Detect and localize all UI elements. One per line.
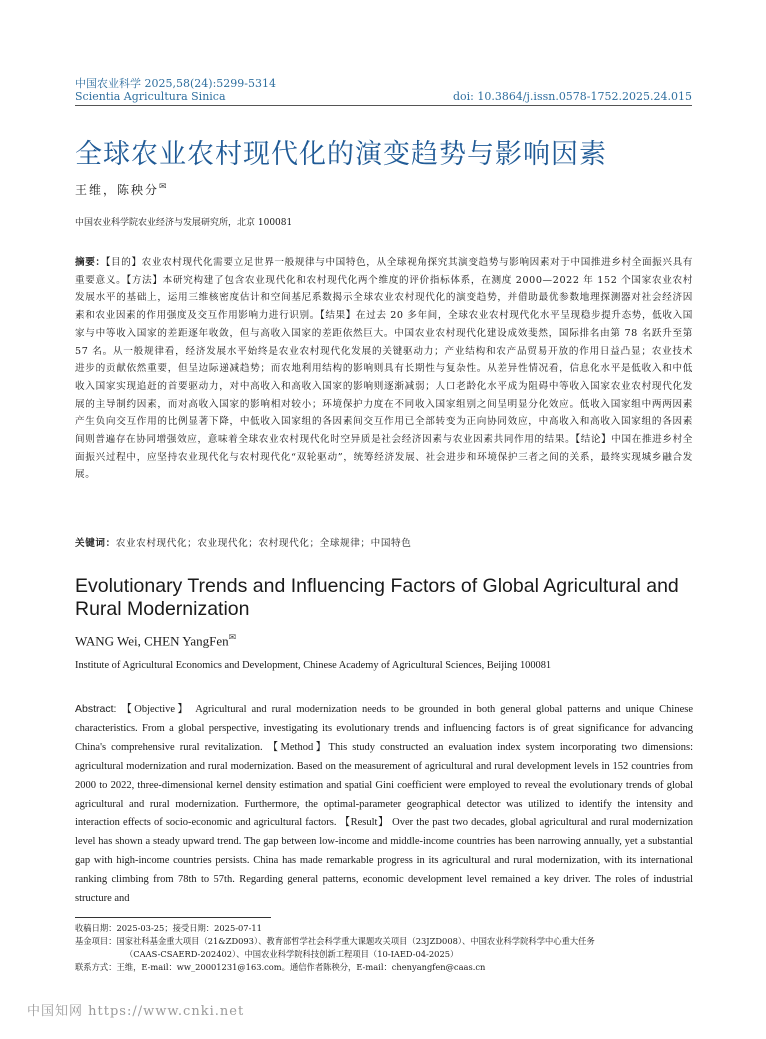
received-dates: 收稿日期：2025-03-25；接受日期：2025-07-11 <box>75 923 262 933</box>
abstract-en <box>75 700 693 909</box>
abstract-en-label: Abstract: <box>75 703 117 715</box>
envelope-icon: ✉ <box>159 182 169 192</box>
fund-info: 基金项目：国家社科基金重大项目（21&ZD093）、教育部哲学社会科学重大课题攻关项目（23JZD008）、中国农业科学院科学中心重大任务 <box>75 936 595 946</box>
journal-name-en: Scientia Agricultura Sinica <box>75 90 226 103</box>
title-en: Evolutionary Trends and Influencing Factors of Global Agricultural and Rural Modernization <box>75 575 679 620</box>
cnki-watermark[interactable]: 中国知网 https://www.cnki.net <box>27 1004 245 1019</box>
affiliation-en: Institute of Agricultural Economics and Development, Chinese Academy of Agricultural Sciences, Beijing 100081 <box>75 660 552 671</box>
abstract-en-text: 【Objective】 Agricultural and rural modernization needs to be grounded in both general global patterns and unique Chinese characteristics. From a global perspective, investigating its evolutionary trends and influencing factors is of great significance for advancing China's comprehensive rural revitalization. 【Method】This study constructed an evaluation index system incorporating two dimensions: agricultural modernization and rural modernization. Based on the measurement of agricultural and rural development levels in 152 countries from 2000 to 2022, three-dimensional kernel density estimation and spatial Gini coefficient were employed to reveal the evolutionary trends of global agricultural and rural modernization. Furthermore, the optimal-parameter geographical detector was utilized to identify the intensity and interaction effects of socio-economic and agricultural factors. 【Result】 Over the past two decades, global agricultural and rural modernization level has shown a steady upward trend. The gap between low-income and middle-income countries has been narrowing annually, yet a substantial gap with high-income countries persists. China has made remarkable progress in its agricultural and rural modernization, with its international ranking climbing from 78th to 57th. Regarding general patterns, economic development level remained a key driver. The roles of industrial structure and <box>75 704 693 905</box>
title-cn: 全球农业农村现代化的演变趋势与影响因素 <box>75 139 607 170</box>
authors-cn <box>75 181 169 198</box>
abstract-cn-text: 【目的】农业农村现代化需要立足世界一般规律与中国特色，从全球视角探究其演变趋势与影响因素对于中国推进乡村全面振兴具有重要意义。【方法】本研究构建了包含农业现代化和农村现代化两个维度的评价指标体系，在测度 2000—2022 年 152 个国家农业农村发展水平的基础上，运用三维核密度估计和空间基尼系数揭示全球农业农村现代化的演变趋势，并借助最优参数地理探测器对社会经济因素和农业因素的作用强度及交互作用影响力进行识别。【结果】在过去 20 多年间，全球农业农村现代化水平呈现稳步提升态势，低收入国家与中等收入国家的差距逐年收敛，但与高收入国家的差距依然巨大。中国农业农村现代化建设成效斐然，国际排名由第 78 名跃升至第 57 名。从一般规律看，经济发展水平始终是农业农村现代化发展的关键驱动力；产业结构和农产品贸易开放的作用日益凸显；农业技术进步的贡献依然重要，但呈边际递减趋势；而农地利用结构的影响则具有长期性与复杂性。从差异性情况看，信息化水平是低收入和中低收入国家实现追赶的首要驱动力，对中高收入和高收入国家的影响则逐渐减弱；人口老龄化水平成为阻碍中等收入国家农业农村现代化发展的主导制约因素，而对高收入国家的影响相对较小；环境保护力度在不同收入国家组别之间呈明显分化效应。低收入国家组中两两因素产生负向交互作用的比例显著下降，中低收入国家组的各因素间交互作用已全部转变为正向协同效应，中高收入和高收入国家组的各因素间则普遍存在协同增强效应，意味着全球农业农村现代化时空异质是社会经济因素与农业因素共同作用的结果。【结论】中国在推进乡村全面振兴过程中，应坚持农业现代化与农村现代化“双轮驱动”，统筹经济发展、社会进步和环境保护三者之间的关系，最终实现城乡融合发展。 <box>75 257 693 481</box>
contact-info: 联系方式：王维，E-mail：ww_20001231@163.com。通信作者陈秧分，E-mail：chenyangfen@caas.cn <box>75 962 486 972</box>
journal-issue: 中国农业科学 2025,58(24):5299-5314 <box>75 77 276 90</box>
header-divider <box>75 105 692 106</box>
authors-cn-text: 王维，陈秧分 <box>75 183 160 197</box>
abstract-cn-label: 摘要： <box>75 257 106 268</box>
keywords-cn-label: 关键词： <box>75 538 116 549</box>
keywords-cn-text: 农业农村现代化；农业现代化；农村现代化；全球规律；中国特色 <box>115 538 412 549</box>
footnote-divider <box>75 917 271 918</box>
doi[interactable]: doi: 10.3864/j.issn.0578-1752.2025.24.015 <box>452 90 692 103</box>
fund-info-continued: （CAAS-CSAERD-202402）、中国农业科学院科技创新工程项目（10-IAED-04-2025） <box>125 949 459 959</box>
keywords-cn <box>75 535 693 549</box>
authors-en-text: WANG Wei, CHEN YangFen <box>75 633 229 649</box>
envelope-icon: ✉ <box>228 632 237 642</box>
footnote <box>75 922 695 974</box>
abstract-cn <box>75 254 693 484</box>
authors-en <box>75 632 236 649</box>
affiliation-cn: 中国农业科学院农业经济与发展研究所，北京 100081 <box>75 218 293 228</box>
